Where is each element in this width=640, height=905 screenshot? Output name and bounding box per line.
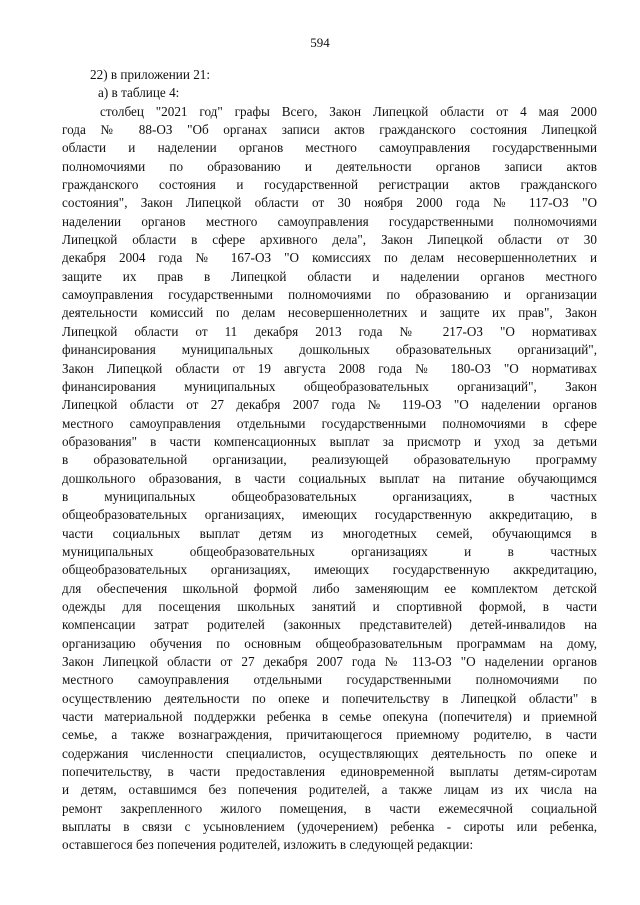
paragraph-line: общеобразовательных организациях, имеющих государственную аккредитацию, [62, 562, 597, 578]
paragraph-line: муниципальных общеобразовательных организациях и в частных [62, 543, 597, 559]
paragraph-line: местного самоуправления отдельными государственными полномочиями по [62, 672, 597, 688]
page-number: 594 [310, 35, 330, 50]
paragraph-line: дошкольного образования, в части социальных выплат на питание обучающимся [62, 470, 597, 486]
paragraph-line: декабря 2004 года № 167-ОЗ "О комиссиях по делам несовершеннолетних и [62, 250, 597, 266]
item-heading: 22) в приложении 21: [90, 67, 211, 82]
paragraph-line: Закон Липецкой области от 19 августа 2008 года № 180-ОЗ "О нормативах [62, 360, 597, 376]
paragraph-line: для обеспечения школьной формой либо заменяющим ее комплектом детской [62, 580, 597, 596]
paragraph-line: самоуправления государственными полномочиями по образованию и организации [62, 287, 597, 303]
paragraph-line: Липецкой области от 11 декабря 2013 года № 217-ОЗ "О нормативах [62, 323, 597, 339]
paragraph-last-line: оставшегося без попечения родителей, изложить в следующей редакции: [62, 837, 474, 853]
paragraph-line: семье, а также вознаграждения, причитающегося приемному родителю, в части [62, 727, 597, 743]
paragraph-line: в образовательной организации, реализующей образовательную программу [62, 452, 597, 468]
paragraph-line: компенсации затрат родителей (законных представителей) детей-инвалидов на [62, 617, 597, 633]
paragraph-line: одежды для посещения школьных занятий и спортивной формой, в части [62, 598, 597, 614]
subitem-heading: а) в таблице 4: [98, 85, 180, 101]
paragraph-line: части материальной поддержки ребенка в семье опекуна (попечителя) и приемной [62, 709, 597, 725]
paragraph-line: осуществлению деятельности по опеке и попечительству в Липецкой области" в [62, 690, 597, 706]
paragraph-line: и детям, оставшимся без попечения родителей, а также лицам из их числа на [62, 782, 597, 798]
paragraph-line: ремонт закрепленного жилого помещения, в части ежемесячной социальной [62, 800, 597, 816]
paragraph-line: в муниципальных общеобразовательных организациях, в частных [62, 488, 597, 504]
paragraph-line: общеобразовательных организациях, имеющих государственную аккредитацию, в [62, 507, 597, 523]
paragraph-line: состояния", Закон Липецкой области от 30 ноября 2000 года № 117-ОЗ "О [62, 195, 597, 211]
paragraph-line: года № 88-ОЗ "Об органах записи актов гражданского состояния Липецкой [62, 122, 597, 138]
document-body [62, 66, 597, 855]
paragraph-line: Закон Липецкой области от 27 декабря 2007 года № 113-ОЗ "О наделении органов [62, 654, 597, 669]
paragraph-line: наделении органов местного самоуправления государственными полномочиями [62, 213, 597, 229]
paragraph-line: Липецкой области в сфере архивного дела", Закон Липецкой области от 30 [62, 232, 597, 248]
paragraph-line: попечительству, в части предоставления единовременной выплаты детям-сиротам [62, 764, 597, 780]
paragraph-line: защите их прав в Липецкой области и наделении органов местного [62, 268, 597, 284]
paragraph-line: выплаты в связи с усыновлением (удочерением) ребенка - сироты или ребенка, [62, 819, 597, 835]
paragraph-line: содержания численности специалистов, осуществляющих деятельность по опеке и [62, 745, 597, 761]
paragraph-line: Липецкой области от 27 декабря 2007 года № 119-ОЗ "О наделении органов [62, 397, 597, 413]
paragraph-line: финансирования муниципальных общеобразовательных организаций", Закон [62, 378, 597, 394]
paragraph-line: организацию обучения по основным общеобразовательным программам на дому, [62, 635, 597, 651]
paragraph-line: местного самоуправления отдельными государственными полномочиями в сфере [62, 415, 597, 431]
paragraph-line: образования" в части компенсационных выплат за присмотр и уход за детьми [62, 433, 597, 449]
paragraph-line: области и наделении органов местного самоуправления государственными [62, 140, 597, 156]
paragraph-first-line: столбец "2021 год" графы Всего, Закон Липецкой области от 4 мая 2000 [100, 103, 597, 119]
paragraph-line: деятельности комиссий по делам несовершеннолетних и защите их прав", Закон [62, 305, 597, 321]
paragraph-line: части социальных выплат детям из многодетных семей, обучающимся в [62, 525, 597, 541]
paragraph-line: полномочиями по образованию и деятельности органов записи актов [62, 158, 597, 174]
paragraph-line: финансирования муниципальных дошкольных образовательных организаций", [62, 342, 597, 358]
paragraph-line: гражданского состояния и государственной регистрации актов гражданского [62, 177, 597, 193]
